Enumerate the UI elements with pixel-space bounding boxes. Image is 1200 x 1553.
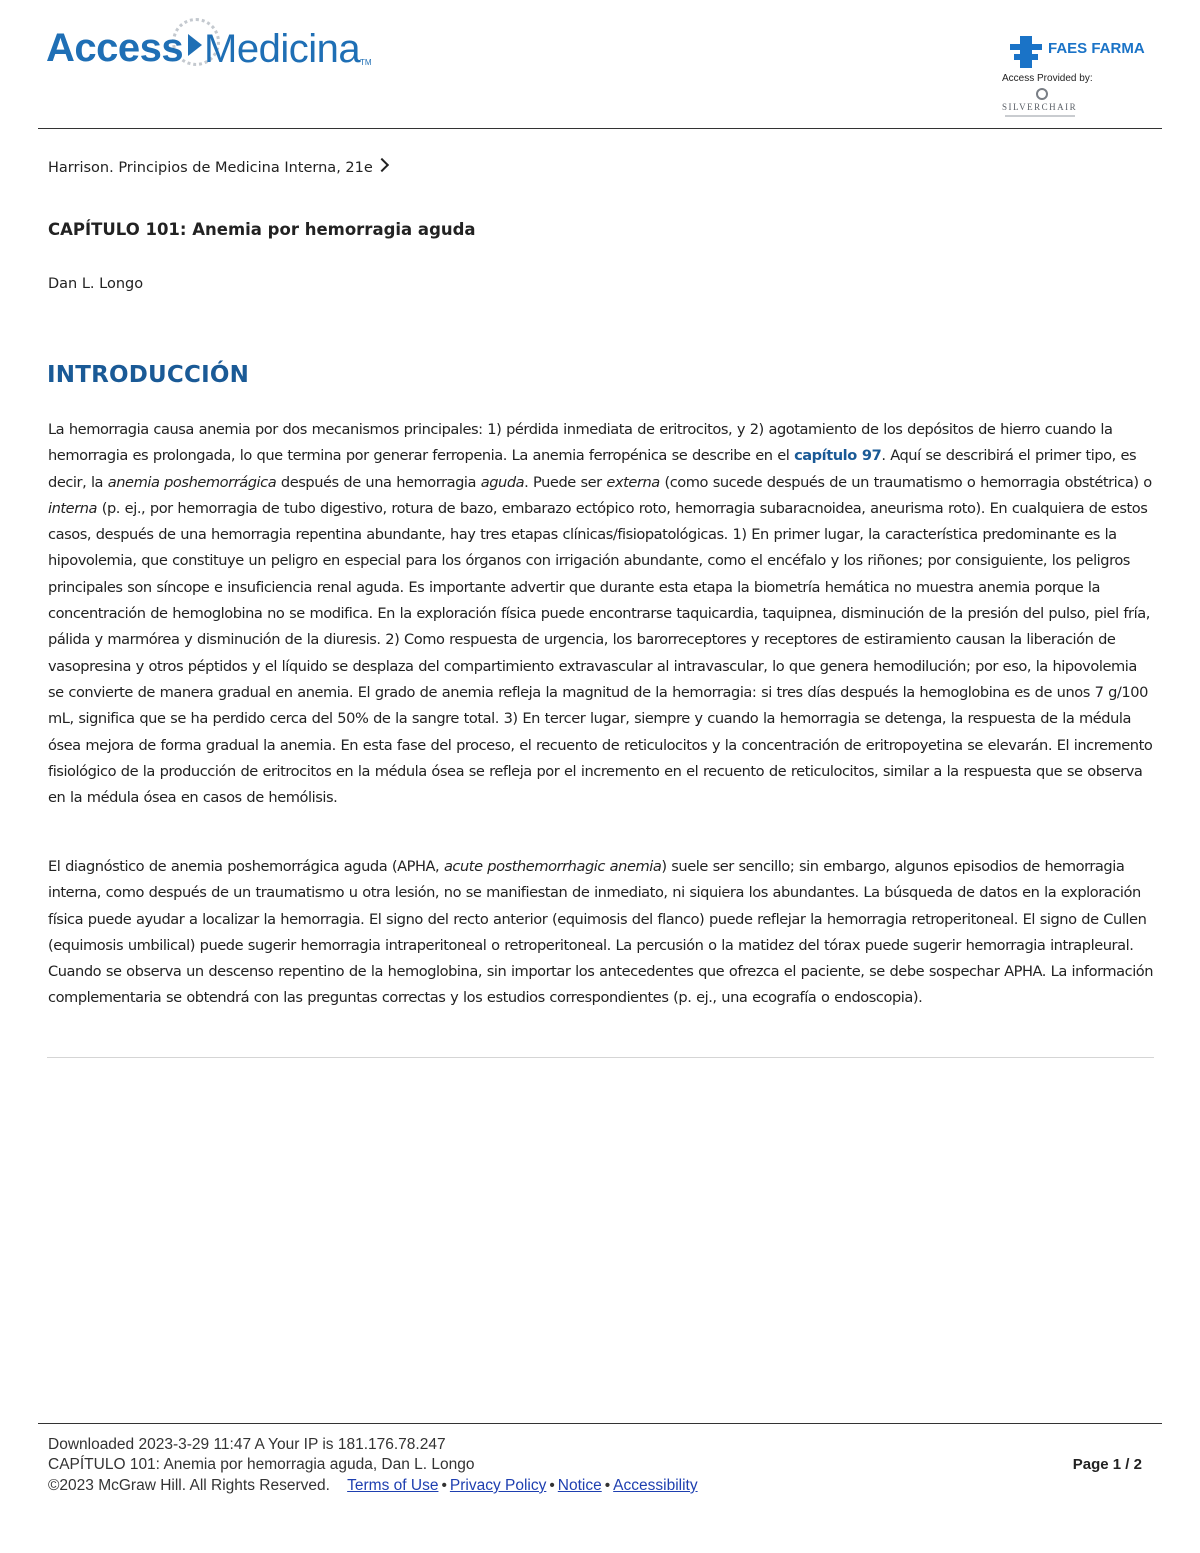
provider-logo: SILVERCHAIR (1002, 102, 1078, 112)
copyright-line (48, 1477, 698, 1495)
logo-arrow-icon (188, 34, 202, 56)
chevron-right-icon (375, 158, 389, 172)
provider-tagline-line (1005, 115, 1075, 117)
page-footer (38, 1423, 1162, 1494)
terms-of-use-link[interactable]: Terms of Use (347, 1477, 439, 1494)
page-number: Page 1 / 2 (1072, 1456, 1142, 1473)
access-provided-label: Access Provided by: (1002, 73, 1093, 84)
text-run: ) suele ser sencillo; sin embargo, algunos episodios de hemorragia interna, como después de un traumatismo u otra lesión, no se manifiestan de inmediato, ni siquiera los abundantes. La búsqueda de datos en la exploración física puede ayudar a localizar la hemorragia. El signo del recto anterior (equimosis del flanco) puede reflejar la hemorragia retroperitoneal. El signo de Cullen (equimosis umbilical) puede sugerir hemorragia intraperitoneal o retroperitoneal. La percusión o la matidez del tórax puede sugerir hemorragia intrapleural. Cuando se observa un descenso repentino de la hemoglobina, sin importar los antecedentes que ofrezca el paciente, se debe sospechar APHA. La información complementaria se obtendrá con las preguntas correctas y los estudios correspondientes (p. ej., una ecografía o endoscopia). (48, 858, 1154, 1007)
emphasis-text: acute posthemorrhagic anemia (443, 858, 662, 875)
chapter-link[interactable]: capítulo 97 (794, 447, 882, 465)
emphasis-text: interna (48, 499, 98, 517)
silverchair-icon (1036, 88, 1048, 100)
paragraph-intro (48, 417, 1156, 811)
notice-link[interactable]: Notice (557, 1477, 602, 1494)
page-header (38, 0, 1162, 129)
emphasis-text: externa (606, 473, 660, 491)
citation-line: CAPÍTULO 101: Anemia por hemorragia aguda, Dan L. Longo (48, 1456, 475, 1473)
logo-medicina-text: Medicina (204, 27, 361, 71)
bullet-separator: • (604, 1477, 611, 1494)
breadcrumb[interactable] (48, 160, 387, 176)
bullet-separator: • (441, 1477, 447, 1494)
download-info: Downloaded 2023-3-29 11:47 A Your IP is 181.176.78.247 (48, 1436, 446, 1453)
bullet-separator: • (549, 1477, 555, 1494)
text-run: (p. ej., por hemorragia de tubo digestivo, rotura de bazo, embarazo ectópico roto, hemorragia subaracnoidea, aneurisma roto). En cualquiera de estos casos, después de una hemorragia repentina abundante, hay tres etapas clínicas/fisiopatológicas. 1) En primer lugar, la característica predominante es la hipovolemia, que constituye un peligro en especial para los órganos con irrigación abundante, como el encéfalo y los riñones; por consiguiente, los peligros principales son síncope e insuficiencia renal aguda. Es importante advertir que durante esta etapa la biometría hemática no muestra anemia porque la concentración de hemoglobina no se modifica. En la exploración física puede encontrarse taquicardia, taquipnea, disminución de la presión del pulso, piel fría, pálida y marmórea y disminución de la diuresis. 2) Como respuesta de urgencia, los barorreceptores y receptores de estiramiento causan la liberación de vasopresina y otros péptidos y el líquido se desplaza del compartimiento extravascular al intravascular, lo que genera hemodilución; por eso, la hipovolemia se convierte de manera gradual en anemia. El grado de anemia refleja la magnitud de la hemorragia: si tres días después la hemoglobina es de unos 7 g/100 mL, significa que se ha perdido cerca del 50% de la sangre total. 3) En tercer lugar, siempre y cuando la hemorragia se detenga, la respuesta de la médula ósea mejora de forma gradual la anemia. En esta fase del proceso, el recuento de reticulocitos y la concentración de eritropoyetina se elevarán. El incremento fisiológico de la producción de eritrocitos en la médula ósea se refleja por el incremento en el recuento de reticulocitos, similar a la respuesta que se observa en la médula ósea en casos de hemólisis. (48, 499, 1153, 807)
author-name: Dan L. Longo (48, 276, 144, 292)
text-run: . Aquí se describirá el primer tipo, es decir, la (48, 447, 1137, 491)
text-run: El diagnóstico de anemia poshemorrágica aguda (APHA, (48, 858, 444, 875)
text-run: La hemorragia causa anemia por dos mecanismos principales: 1) pérdida inmediata de eritrocitos, y 2) agotamiento de los depósitos de hierro cuando la hemorragia es prolongada, lo que termina por generar ferropenia. La anemia ferropénica se describe en el (48, 421, 1113, 465)
emphasis-text: anemia poshemorrágica (107, 473, 277, 491)
copyright-text: ©2023 McGraw Hill. All Rights Reserved. (48, 1477, 330, 1494)
section-divider (47, 1057, 1154, 1058)
paragraph-diagnosis (48, 854, 1156, 1012)
text-run: (como sucede después de un traumatismo o hemorragia obstétrica) o (659, 473, 1152, 491)
cross-icon (1010, 36, 1042, 68)
chapter-title: CAPÍTULO 101: Anemia por hemorragia aguda (48, 220, 476, 239)
trademark-mark: TM (360, 58, 372, 67)
breadcrumb-book[interactable]: Harrison. Principios de Medicina Interna, 21e (48, 160, 373, 176)
text-run: . Puede ser (524, 473, 607, 491)
text-run: después de una hemorragia (276, 473, 481, 491)
logo-access-text: Access (46, 26, 184, 70)
privacy-policy-link[interactable]: Privacy Policy (449, 1477, 547, 1494)
emphasis-text: aguda (480, 473, 525, 491)
section-heading: INTRODUCCIÓN (47, 362, 250, 388)
accessibility-link[interactable]: Accessibility (613, 1477, 698, 1494)
sponsor-name: FAES FARMA (1048, 40, 1145, 57)
